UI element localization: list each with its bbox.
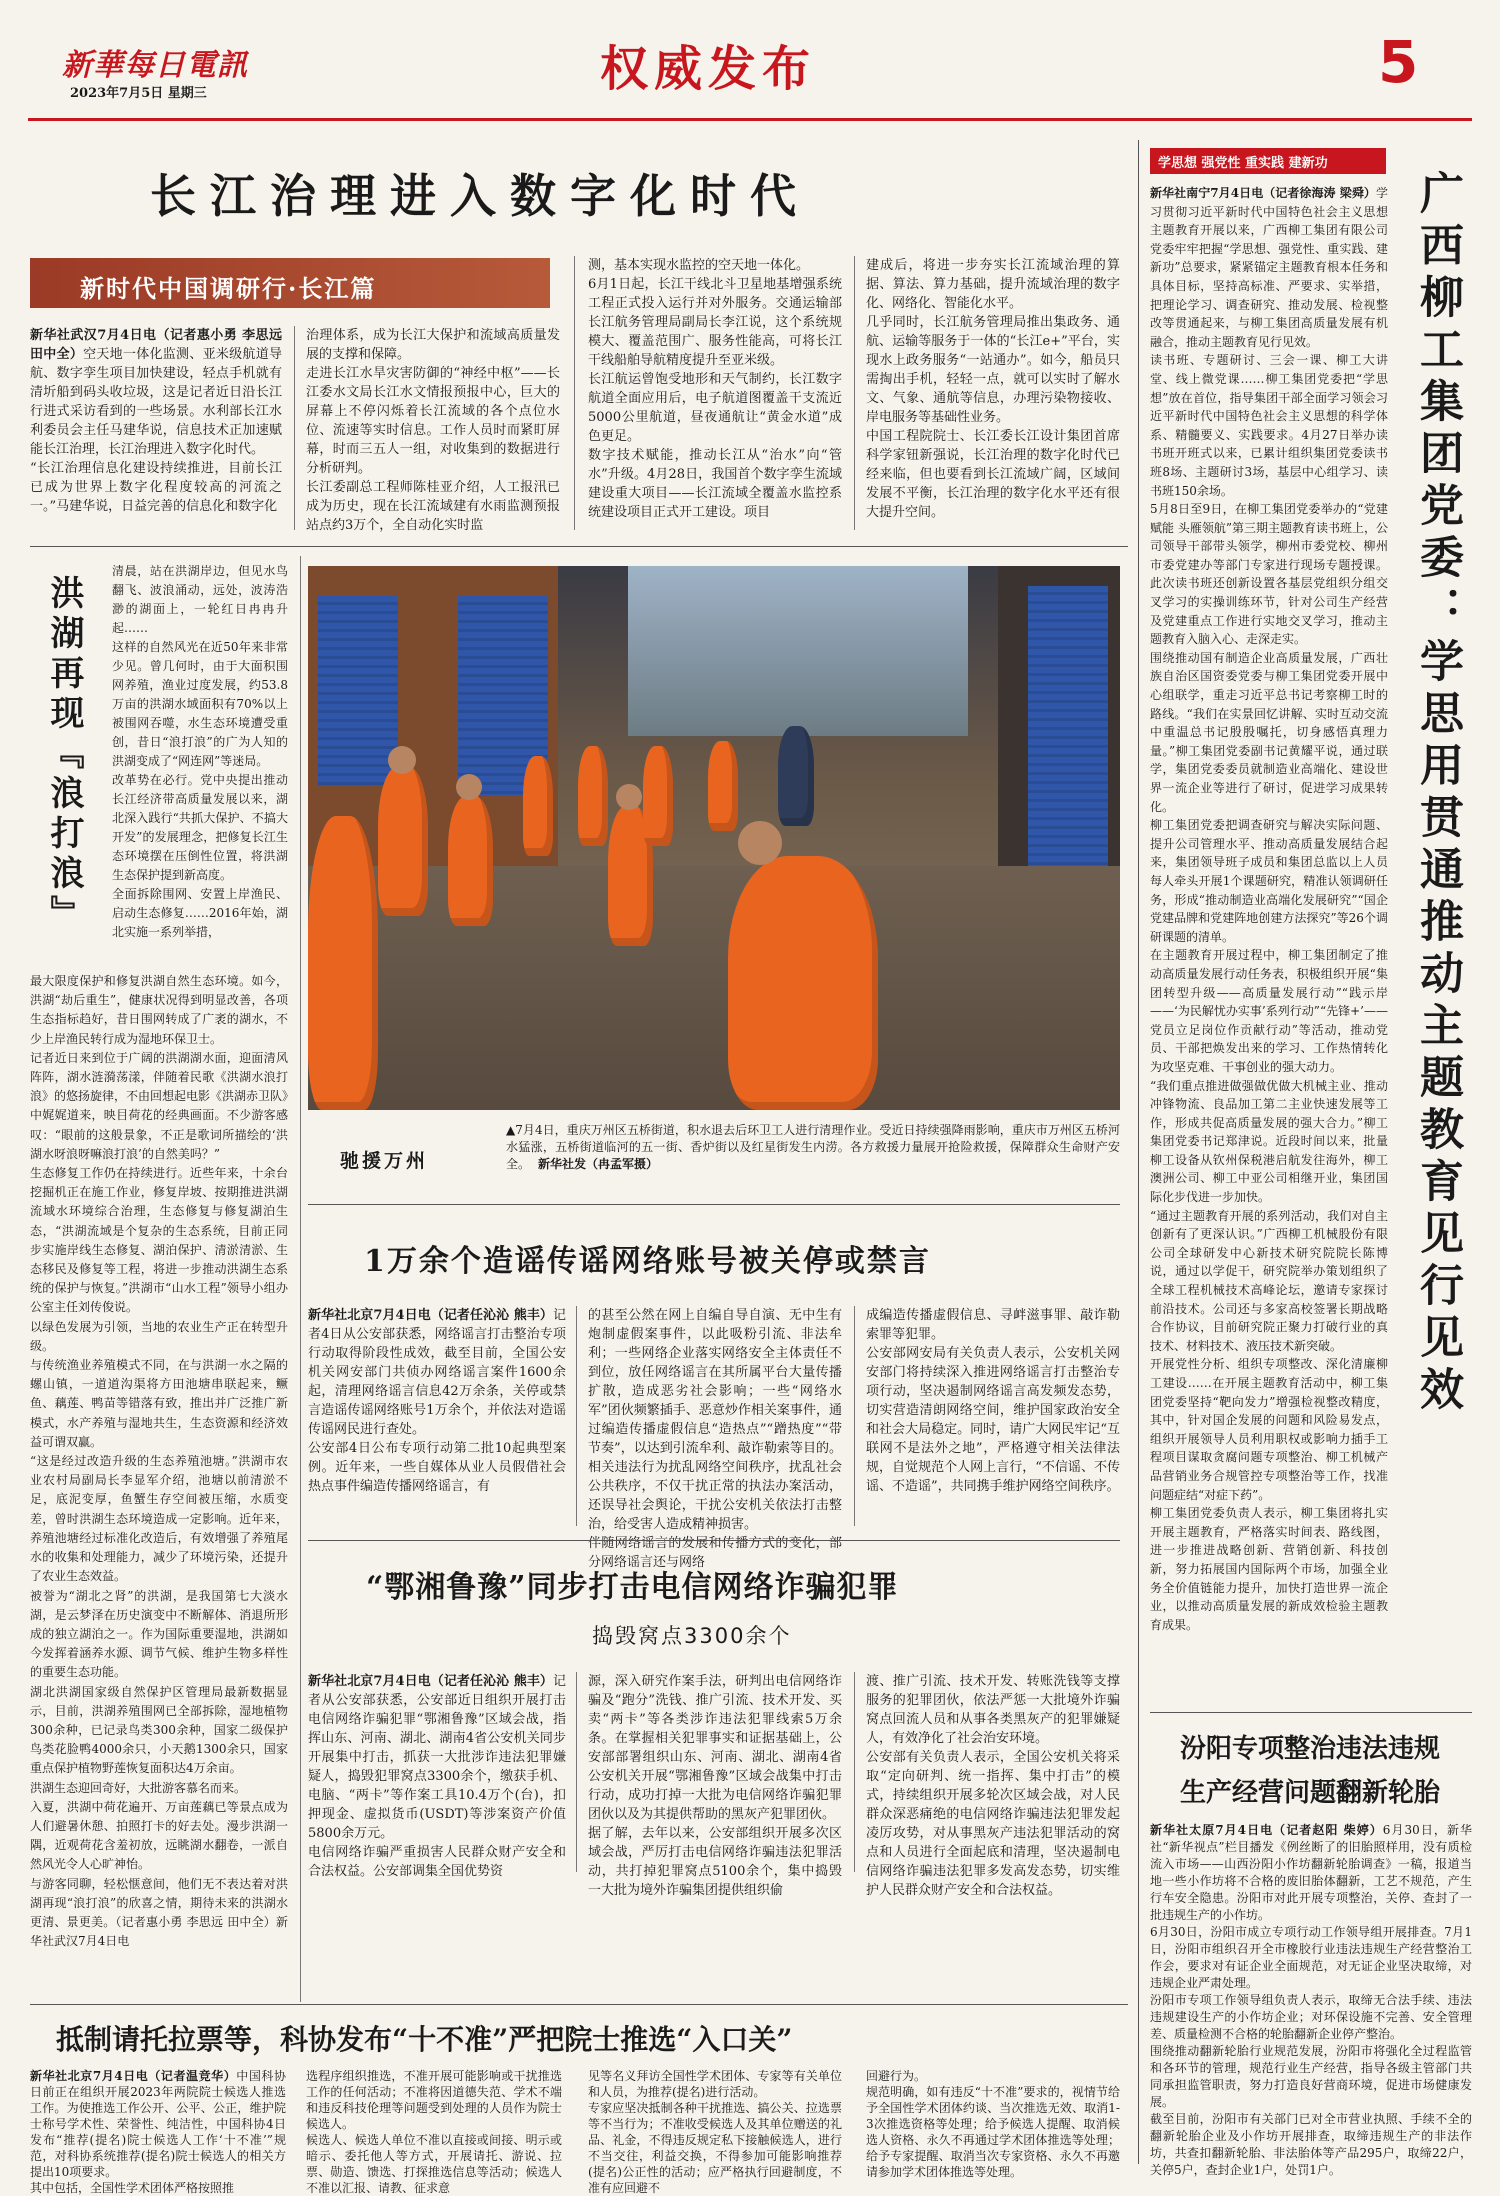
telecom-col-2: 源，深入研究作案手法，研判出电信网络诈骗及“跑分”洗钱、推广引流、技术开发、买卖“两卡”等各类涉诈违法犯罪线索5万余条。在掌握相关犯罪事实和证据基础上，公安部部署组织山东、河南、湖北、湖南4省公安机关开展“鄂湘鲁豫”区域会战集中打击行动，成功打掉一大批为电信网络诈骗犯罪团伙以及为其提供帮助的黑灰产犯罪团伙。 据了解，去年以来，公安部组织开展多次区域会战，严厉打击电信网络诈骗违法犯罪活动，共打掉犯罪窝点5100余个，集中捣毁一大批为境外诈骗集团提供组织偷	[588, 1674, 842, 1898]
telecom-dateline: 新华社北京7月4日电（记者任沁沁 熊丰）	[308, 1674, 553, 1689]
photo-worker	[708, 741, 738, 831]
fenyang-headline-1: 汾阳专项整治违法违规	[1180, 1734, 1441, 1764]
telecom-headline: “鄂湘鲁豫”同步打击电信网络诈骗犯罪	[366, 1570, 899, 1605]
academician-col-4: 回避行为。 规范明确，如有违反“十不准”要求的，视情节给予全国性学术团体约谈、当次推选无效、取消1-3次推选资格等处理；给予候选人提醒、取消候选人资格、永久不再通过学术团体推选等处理；给予专家提醒、取消当次专家资格、永久不再邀请参加学术团体推选等处理。	[866, 2069, 1120, 2179]
column-divider	[300, 556, 301, 2002]
main-story-dateline: 新华社武汉7月4日电（记者惠小勇 李思远 田中全）	[30, 328, 282, 362]
photo-worker-head	[738, 821, 782, 865]
rumor-col-2: 的甚至公然在网上自编自导自演、无中生有炮制虚假案事件，以此吸粉引流、非法牟利；一些网络企业落实网络安全主体责任不到位，放任网络谣言在其所属平台大量传播扩散，造成恶劣社会影响；一些“网络水军”团伙频繁插手、恶意炒作相关案事件，通过编造传播虚假信息“造热点”“蹭热度”“带节奏”，以达到引流牟利、敲诈勒索等目的。相关违法行为扰乱网络空间秩序，扰乱社会公共秩序，不仅干扰正常的执法办案活动，还误导社会舆论，干扰公安机关依法打击整治，给受害人造成精神损害。 伴随网络谣言的发展和传播方式的变化，部分网络谣言还与网络	[588, 1308, 842, 1570]
section-title: 权威发布	[600, 41, 817, 97]
guangxi-body	[1150, 184, 1388, 1704]
main-story-col-3: 测，基本实现水监控的空天地一体化。 6月1日起，长江干线北斗卫星地基增强系统工程正式投入运行并对外服务。交通运输部长江航务管理局副局长李江说，这个系统规模大、覆盖范围广、服务性能高，可将长江干线船舶导航精度提升至亚米级。 长江航运曾饱受地形和天气制约，长江数字航道全面应用后，电子航道图覆盖干支流近5000公里航道，昼夜通航让“黄金水道”成色更足。 数字技术赋能，推动长江从“治水”向“管水”升级。4月28日，我国首个数字孪生流域建设重大项目——长江流域全覆盖水监控系统建设项目正式开工建设。项目	[588, 258, 842, 520]
photo-worker	[643, 746, 673, 846]
guangxi-dateline: 新华社南宁7月4日电（记者徐海涛 梁舜）	[1150, 186, 1376, 200]
telecom-col-1	[308, 1672, 566, 1879]
photo-worker	[378, 766, 428, 916]
guangxi-headline: 广西柳工集团党委：学思用贯通推动主题教育见行见效	[1412, 170, 1463, 1418]
issue-date: 2023年7月5日 星期三	[70, 86, 207, 101]
fenyang-text: 6月30日，新华社“新华视点”栏目播发《例丝断了的旧胎照样用，没有质检流入市场——山西汾阳小作坊翻新轮胎调查》一稿，报道当地一些小作坊将不合格的废旧胎体翻新，工艺不规范，产生行车安全隐患。汾阳市对此开展专项整治，关停、查封了一批违规生产的小作坊。 6月30日，汾阳市成立专项行动工作领导组开展排查。7月1日，汾阳市组织召开全市橡胶行业违法违规生产经营整治工作会，要求对有证企业全面规范，对无证企业坚决取缔，对违规企业严肃处理。 汾阳市专项工作领导组负责人表示，取缔无合法手续、违法违规建设生产的小作坊企业；对环保设施不完善、安全管理差、质量检测不合格的轮胎翻新企业停产整治。 围绕推动翻新轮胎行业规范发展，汾阳市将强化全过程监管和各环节的管理，规范行业生产经营，指导各级主管部门共同承担监管职责，努力打造良好营商环境，促进市场健康发展。 截至目前，汾阳市有关部门已对全市营业执照、手续不全的翻新轮胎企业及小作坊开展排查，取缔违规生产的非法作坊，共查扣翻新轮胎、非法胎体等产品295户，取缔22户，关停5户，查封企业1户，处罚1户。	[1150, 1823, 1472, 2177]
academician-col-3: 见等名义拜访全国性学术团体、专家等有关单位和人员，为推荐(提名)进行活动。 专家应坚决抵制各种干扰推选、搞公关、拉选票等不当行为；不准收受候选人及其单位赠送的礼品、礼金，不得违反规定私下接触候选人，进行不当交往，利益交换，不得参加可能影响推荐(提名)公正性的活动；应严格执行回避制度，不准有应回避不	[588, 2069, 842, 2195]
telecom-text-1: 记者从公安部获悉，公安部近日组织开展打击电信网络诈骗犯罪“鄂湘鲁豫”区域会战，指挥山东、河南、湖北、湖南4省公安机关同步开展集中打击，抓获一大批涉诈违法犯罪嫌疑人，捣毁犯罪窝点3300余个，缴获手机、电脑、“两卡”等作案工具10.4万个(台)，扣押现金、虚拟货币(USDT)等涉案资产价值5800余万元。 电信网络诈骗严重损害人民群众财产安全和合法权益。公安部调集全国优势资	[308, 1674, 566, 1879]
rumor-col-3: 成编造传播虚假信息、寻衅滋事罪、敲诈勒索罪等犯罪。 公安部网安局有关负责人表示，公安机关网安部门将持续深入推进网络谣言打击整治专项行动，坚决遏制网络谣言高发频发态势，切实营造清朗网络空间，维护国家政治安全和社会大局稳定。同时，请广大网民牢记“互联网不是法外之地”，严格遵守相关法律法规，自觉规范个人网上言行，“不信谣、不传谣、不造谣”，共同携手维护网络空间秩序。	[866, 1308, 1120, 1494]
guangxi-tags-text: 学思想 强党性 重实践 建新功	[1158, 156, 1328, 171]
main-story-col-1	[30, 326, 282, 530]
honghu-body-top: 清晨，站在洪湖岸边，但见水鸟翻飞、波浪涌动，远处，波涛浩渺的湖面上，一轮红日冉冉升起…… 这样的自然风光在近50年来非常少见。曾几何时，由于大面积围网养殖，渔业过度发展，约53.8万亩的洪湖水域面积有70%以上被围网吞噬，水生态环境遭受重创，昔日“浪打浪”的广为人知的洪湖变成了“网连网”等迷局。 改革势在必行。党中央提出推动长江经济带高质量发展以来，湖北深入践行“共抓大保护、不搞大开发”的发展理念，把修复长江生态环境摆在压倒性位置，将洪湖生态保护提到新高度。 全面拆除围网、安置上岸渔民、启动生态修复……2016年始，湖北实施一系列举措，	[112, 564, 288, 939]
academician-col-2: 选程序组织推选，不准开展可能影响或干扰推选工作的任何活动；不准将因道德失范、学术不端和违反科技伦理等问题受到处理的人员作为院士候选人。 候选人、候选人单位不准以直接或间接、明示或暗示、委托他人等方式，开展请托、游说、拉票、勋造、馈选、打探推选信息等活动；候选人不准以汇报、请教、征求意	[306, 2069, 562, 2195]
column-divider	[854, 1306, 855, 1526]
guangxi-text: 学习贯彻习近平新时代中国特色社会主义思想主题教育开展以来，广西柳工集团有限公司党委牢牢把握“学思想、强党性、重实践、建新功”总要求，紧紧锚定主题教育根本任务和具体目标，坚持高标准、严要求、实举措，把理论学习、调查研究、推动发展、检视整改等贯通起来，与柳工集团高质量发展有机融合，推动主题教育见行见效。 读书班、专题研讨、三会一课、柳工大讲堂、线上微党课……柳工集团党委把“学思想”放在首位，指导集团干部全面学习领会习近平新时代中国特色社会主义思想的科学体系、精髓要义、实践要求。4月27日举办读书班开班式以来，已累计组织集团党委读书班8场、主题研讨3场，基层中心组学习、读书班150余场。 5月8日至9日，在柳工集团党委举办的“党建赋能 头雁领航”第三期主题教育读书班上，公司领导干部带头领学，柳州市委党校、柳州市委党建办等部门专家进行现场专题授课。此次读书班还创新设置各基层党组织分组交叉学习的实操训练环节，针对公司生产经营及党建重点工作进行实地交叉学习，推动主题教育入脑入心、走深走实。 围绕推动国有制造企业高质量发展，广西壮族自治区国资委党委与柳工集团党委开展中心组联学，重走习近平总书记考察柳工时的路线。“我们在实景回忆讲解、实时互动交流中重温总书记殷殷嘱托，切身感悟真理力量。”柳工集团党委副书记黄耀平说，通过联学，集团党委委员就制造业高端化、建设世界一流企业等进行了研讨，促进学习成果转化。 柳工集团党委把调查研究与解决实际问题、提升公司管理水平、推动高质量发展结合起来，集团领导班子成员和集团总监以上人员每人牵头开展1个课题研究，精准认领调研任务，形成“推动制造业高端化发展研究”“国企党建品牌和党建阵地创建方法探究”等26个调研课题的清单。 在主题教育开展过程中，柳工集团制定了推动高质量发展行动任务表，积极组织开展“集团转型升级——高质量发展行动”“践示岸——‘为民解忧办实事’系列行动”“先锋+’——党员立足岗位作贡献行动”等活动，推动党员、干部把焕发出来的学习、工作热情转化为攻坚克难、干事创业的强大动力。 “我们重点推进做强做优做大机械主业、推动冲锋物流、良品加工第二主业快速发展等工作，形成共促高质量发展的强大合力。”柳工集团党委书记郑津说。近段时间以来，批量柳工设备从钦州保税港启航发往海外，柳工澳洲公司、柳工中亚公司相继开业，集团国际化步伐进一步加快。 “通过主题教育开展的系列活动，我们对自主创新有了更深认识。”广西柳工机械股份有限公司全球研发中心新技术研究院院长陈博说，通过以学促干，研究院举办策划组织了全球工程机械技术高峰论坛，邀请专家探讨前沿技术。公司还与多家高校签署长期战略合作协议，目前研究院正聚力打破行业的真技术、材料技术、液压技术新突破。 开展党性分析、组织专项整改、深化清廉柳工建设……在开展主题教育活动中，柳工集团党委坚持“靶向发力”增强检视整改精度，其中，针对国企发展的问题和风险易发点，组织开展领导人员利用职权或影响力插手工程项目谋取贪腐问题专项整治、柳工机械产品营销业务合规管控专项整治等工作，找准问题症结“对症下药”。 柳工集团党委负责人表示，柳工集团将扎实开展主题教育，严格落实时间表、路线图，进一步推进战略创新、营销创新、科技创新，努力拓展国内国际两个市场，加强全业务全价值链能力提升，加快打造世界一流企业，以推动高质量发展的新成效检验主题教育成果。	[1150, 186, 1388, 1632]
photo-worker-head	[616, 784, 642, 810]
photo-worker	[728, 856, 878, 1110]
masthead	[0, 0, 1500, 120]
page-number: 5	[1378, 28, 1419, 96]
main-story-col-2: 治理体系，成为长江大保护和流域高质量发展的支撑和保障。 走进长江水旱灾害防御的“神经中枢”——长江委水文局长江水文情报预报中心，巨大的屏幕上不停闪烁着长江流域的各个点位水位、流速等实时信息。工作人员时而紧盯屏幕，时而三五人一组，对收集到的数据进行分析研判。 长江委副总工程师陈桂亚介绍，人工报汛已成为历史，现在长江流域建有水雨监测预报站点约3万个，全自动化实时监	[306, 328, 560, 533]
photo-credit: 新华社发（冉孟军摄）	[538, 1157, 659, 1171]
honghu-body-bottom: 最大限度保护和修复洪湖自然生态环境。如今，洪湖“劫后重生”，健康状况得到明显改善，各项生态指标趋好，昔日围网转成了广袤的湖水，不少上岸渔民转行成为湿地环保卫士。 记者近日来到位于广阔的洪湖湖水面，迎面清风阵阵，湖水涟漪荡漾，伴随着民歌《洪湖水浪打浪》的悠扬旋律，不由回想起电影《洪湖赤卫队》中娓娓道来，映目荷花的经典画面。不少游客感叹：“眼前的这般景象，不正是歌词所描绘的‘洪湖水呀浪呀嘛浪打浪’的自然美吗？” 生态修复工作仍在持续进行。近些年来，十余台挖掘机正在施工作业，修复岸坡、按期推进洪湖流域水环境综合治理，生态修复与修复湖泊生态，“洪湖流域是个复杂的生态系统，目前正同步实施岸线生态修复、湖泊保护、清淤清淤、生态移民及修复等工程，将进一步推动洪湖生态系统的保护与恢复。”洪湖市“山水工程”领导小组办公室主任刘传俊说。 以绿色发展为引领，当地的农业生产正在转型升级。 与传统渔业养殖模式不同，在与洪湖一水之隔的螺山镇，一道道沟渠将方田池塘串联起来，鳜鱼、藕莲、鸭苗等错落有致，推出并广泛推广新模式，水产养殖与湿地共生，生态资源和经济效益可谓双赢。 “这是经过改造升级的生态养殖池塘。”洪湖市农业农村局副局长李显军介绍，池塘以前清淤不足，底泥变厚，鱼蟹生存空间被压缩，水质变差，曾时洪湖生态环境造成一定影响。近年来，养殖池塘经过标准化改造后，有效增强了养殖尾水的收集和处理能力，减少了环境污染，还提升了农业生态效益。 被誉为“湖北之肾”的洪湖，是我国第七大淡水湖，是云梦泽在历史演变中不断解体、消退所形成的独立湖泊之一。作为国际重要湿地，洪湖如今发挥着涵养水源、调节气候、维护生物多样性的重要生态功能。 湖北洪湖国家级自然保护区管理局最新数据显示，目前，洪湖养殖围网已全部拆除，湿地植物300余种，已记录鸟类300余种，国家二级保护鸟类花脸鸭4000余只，小天鹅1300余只，国家重点保护植物野莲恢复面积达4万余亩。 洪湖生态迎回奇好，大批游客慕名而来。 入夏，洪湖中荷花遍开、万亩莲藕已等景点成为人们避暑休憩、拍照打卡的好去处。漫步洪湖一隅，近观荷花含羞初放，远眺湖水翻卷，一派自然风光令人心旷神怡。 与游客同聊，轻松惬意间，他们无不表达着对洪湖再现“浪打浪”的欣喜之情，期待未来的洪湖水更清、景更美。（记者惠小勇 李思远 田中全）新华社武汉7月4日电	[30, 974, 289, 1949]
news-photo	[308, 566, 1120, 1110]
main-story-col-4: 建成后，将进一步夯实长江流域治理的算据、算法、算力基础，提升流域治理的数字化、网络化、智能化水平。 几乎同时，长江航务管理局推出集政务、通航、运输等服务于一体的“长江e+”平台，实现水上政务服务“一站通办”。如今，船员只需掏出手机，轻轻一点，就可以实时了解水文、气象、通航等信息，办理污染物接收、岸电服务等基础性业务。 中国工程院院士、长江委长江设计集团首席科学家钮新强说，长江治理的数字化时代已经来临，但也要看到长江流域广阔，区域间发展不平衡，长江治理的数字化水平还有很大提升空间。	[866, 258, 1120, 520]
section-rule	[308, 1204, 1120, 1205]
photo-worker-head	[456, 774, 482, 800]
rumor-dateline: 新华社北京7月4日电（记者任沁沁 熊丰）	[308, 1308, 553, 1323]
section-rule	[30, 546, 1128, 547]
photo-worker	[578, 746, 608, 846]
section-rule	[308, 1540, 1120, 1541]
main-headline: 长江治理进入数字化时代	[150, 169, 810, 223]
column-divider	[854, 1672, 855, 1872]
photo-caption-text: ▲7月4日，重庆万州区五桥街道，积水退去后环卫工人进行清理作业。受近日持续强降雨影响，重庆市万州区五桥河水猛涨，五桥街道临河的五一街、香炉街以及红星街发生内涝。各方救援力量展开抢险救援，保障群众生命财产安全。	[506, 1123, 1120, 1171]
academician-text-1: 中国科协日前正在组织开展2023年两院院士候选人推选工作。为使推选工作公开、公平、公正，维护院士称号学术性、荣誉性、纯洁性，中国科协4日发布“推荐(提名)院士候选人工作‘十不准’”规范，对科协系统推荐(提名)院士候选人的相关方提出10项要求。 其中包括，全国性学术团体严格按照推	[30, 2069, 286, 2195]
photo-street-background	[628, 566, 968, 736]
column-divider	[574, 256, 575, 530]
newspaper-logo: 新華每日電訊	[62, 48, 248, 83]
academician-col-1	[30, 2068, 286, 2195]
academician-headline: 抵制请托拉票等，科协发布“十不准”严把院士推选“入口关”	[56, 2023, 793, 2056]
section-rule	[30, 2004, 1128, 2005]
photo-worker	[523, 756, 553, 856]
honghu-headline: 洪湖再现『浪打浪』	[44, 575, 84, 935]
column-divider	[576, 1672, 577, 1872]
rumor-headline: 1万余个造谣传谣网络账号被关停或禁言	[364, 1244, 931, 1279]
fenyang-headline-2: 生产经营问题翻新轮胎	[1180, 1778, 1441, 1808]
rumor-text-1: 记者4日从公安部获悉，网络谣言打击整治专项行动取得阶段性成效，截至目前，全国公安机关网安部门共侦办网络谣言案件1600余起，清理网络谣言信息42万余条，关停或禁言造谣传谣网络账号1万余个，并依法对造谣传谣网民进行查处。 公安部4日公布专项行动第二批10起典型案例。近年来，一些自媒体从业人员假借社会热点事件编造传播网络谣言，有	[308, 1308, 566, 1494]
photo-mud-ground	[308, 866, 1120, 1110]
column-divider	[854, 256, 855, 530]
photo-worker-head	[388, 746, 416, 774]
photo-shutter	[318, 596, 398, 786]
column-divider	[576, 1306, 577, 1526]
photo-label: 驰援万州	[340, 1150, 429, 1172]
photo-worker	[778, 726, 814, 826]
main-story-text-1: 空天地一体化监测、亚米级航道导航、数字孪生项目加快建设，轻点手机就有清圻船到码头收垃圾，这是记者近日沿长江行进式采访看到的一些场景。水利部长江水利委员会主任马建华说，信息技术正加速赋能长江治理，长江治理进入数字化时代。 “长江治理信息化建设持续推进，目前长江已成为世界上数字化程度较高的河流之一。”马建华说，日益完善的信息化和数字化	[30, 347, 282, 514]
column-divider	[294, 326, 295, 530]
telecom-col-3: 渡、推广引流、技术开发、转账洗钱等支撑服务的犯罪团伙，依法严惩一大批境外诈骗窝点回流人员和从事各类黑灰产的犯罪嫌疑人，有效净化了社会治安环境。 公安部有关负责人表示，全国公安机关将采取“定向研判、统一指挥、集中打击”的模式，持续组织开展多轮次区域会战，对人民群众深恶痛绝的电信网络诈骗违法犯罪发起凌厉攻势，对从事黑灰产违法犯罪活动的窝点和人员进行全面起底和清理，坚决遏制电信网络诈骗违法犯罪多发高发态势，切实维护人民群众财产安全和合法权益。	[866, 1674, 1120, 1898]
series-banner	[30, 258, 550, 308]
column-divider	[1138, 140, 1139, 2164]
series-banner-text: 新时代中国调研行·长江篇	[80, 274, 377, 303]
photo-caption	[506, 1122, 1120, 1188]
fenyang-dateline: 新华社太原7月4日电（记者赵阳 柴婷）	[1150, 1823, 1383, 1837]
photo-worker	[448, 796, 493, 926]
masthead-rule	[28, 118, 1472, 121]
photo-worker	[308, 816, 378, 1110]
guangxi-tags	[1150, 148, 1386, 174]
section-rule	[1150, 1712, 1472, 1713]
rumor-col-1	[308, 1306, 566, 1526]
fenyang-body	[1150, 1822, 1472, 2177]
academician-dateline: 新华社北京7月4日电（记者温竞华）	[30, 2069, 237, 2083]
telecom-subheadline: 捣毁窝点3300余个	[592, 1624, 792, 1648]
